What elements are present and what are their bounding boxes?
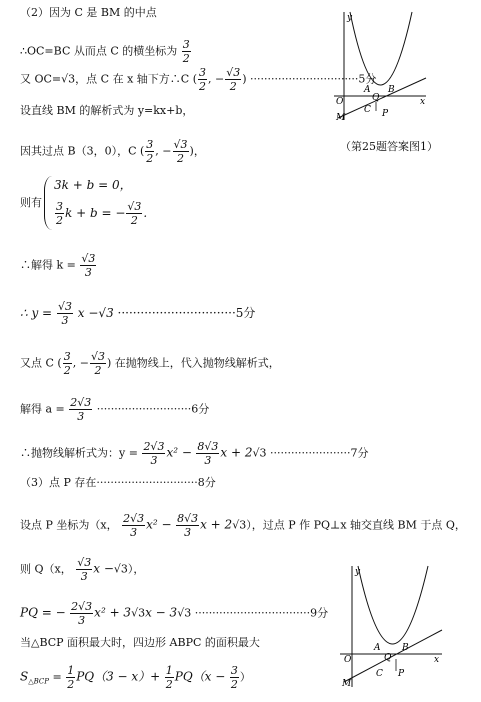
score-mark: ···························6分 bbox=[96, 402, 210, 416]
label-b: B bbox=[402, 643, 409, 653]
line-part2-intro: （2）因为 C 是 BM 的中点 bbox=[20, 6, 157, 19]
score-mark: ·······················7分 bbox=[270, 446, 369, 460]
figure1-caption: （第25题答案图1） bbox=[340, 140, 438, 153]
sqrt-3: √3 bbox=[61, 72, 76, 86]
fraction-3-2: $\frac{3}{2}$ bbox=[56, 200, 63, 227]
sqrt-3: √3 bbox=[131, 606, 146, 620]
text: 在抛物线上，代入抛物线解析式， bbox=[114, 356, 280, 370]
text: ∴ y = bbox=[20, 306, 53, 320]
fraction-3-2: $\frac{3}{2}$ bbox=[63, 350, 71, 377]
fraction-3-2: $\frac{3}{2}$ bbox=[146, 138, 154, 165]
fraction-sqrt3-3: $\frac{√3}{3}$ bbox=[81, 252, 96, 279]
label-p: P bbox=[398, 669, 405, 679]
fraction-sqrt3-3: $\frac{√3}{3}$ bbox=[77, 556, 92, 583]
fraction-1-2: $\frac{1}{2}$ bbox=[165, 664, 173, 691]
label-m: M bbox=[342, 679, 352, 689]
line-pq: PQ = − $\frac{2√3}{3}$ x² + 3√3x − 3√3 ·································9分 bbox=[20, 600, 329, 627]
parabola bbox=[358, 566, 428, 644]
line-c-coordinates: 又 OC=√3，点 C 在 x 轴下方∴C ( $\frac{3}{2}$ , − $\frac{√3}{2}$ ) ·······························5分 bbox=[20, 66, 377, 93]
sqrt-3: √3 bbox=[232, 518, 247, 532]
fraction-3-2: $\frac{3}{2}$ bbox=[182, 38, 190, 65]
line-point-q: 则 Q（x， $\frac{√3}{3}$ x −√3）， bbox=[20, 556, 145, 583]
fraction-2sqrt3-3: $\frac{2√3}{3}$ bbox=[143, 440, 165, 467]
line-bm-form: 设直线 BM 的解析式为 y=kx+b， bbox=[20, 104, 194, 117]
score-mark: ·······························5分 bbox=[250, 72, 377, 86]
label-o: O bbox=[344, 655, 352, 665]
text: ∴抛物线解析式为：y = bbox=[20, 446, 138, 460]
fraction-3-2: $\frac{3}{2}$ bbox=[230, 664, 238, 691]
label-x: x bbox=[420, 97, 426, 107]
label-y: y bbox=[355, 567, 361, 577]
text: k + b = − bbox=[65, 206, 126, 220]
score-mark: ·································9分 bbox=[194, 606, 329, 620]
fraction-2sqrt3-3: $\frac{2√3}{3}$ bbox=[71, 600, 93, 627]
score-mark: ·······························5分 bbox=[117, 306, 256, 320]
sqrt-3: √3 bbox=[98, 306, 114, 320]
text: ∴解得 k = bbox=[20, 258, 76, 272]
fraction-sqrt3-2: $\frac{√3}{2}$ bbox=[173, 138, 188, 165]
line-solve-a bbox=[20, 396, 209, 423]
label-a: A bbox=[374, 643, 381, 653]
line-point-p: 设点 P 坐标为（x， $\frac{2√3}{3}$ x² − $\frac{8√3}{3}$ x + 2√3），过点 P 作 PQ⊥x 轴交直线 BM 于点 Q， bbox=[20, 512, 466, 539]
line-part3: （3）点 P 存在·····························8分 bbox=[20, 476, 216, 489]
text: ∴OC=BC 从而点 C 的横坐标为 bbox=[20, 44, 178, 58]
line-substitute-c: 又点 C ( $\frac{3}{2}$ , − $\frac{√3}{2}$ ) 在抛物线上，代入抛物线解析式， bbox=[20, 350, 280, 377]
fraction-sqrt3-2: $\frac{√3}{2}$ bbox=[127, 200, 142, 227]
subscript: △BCP bbox=[28, 677, 49, 686]
label-q: Q bbox=[372, 93, 380, 103]
label-y: y bbox=[347, 13, 353, 23]
label-a: A bbox=[364, 85, 371, 95]
text: 则 Q（x， bbox=[20, 562, 72, 576]
fraction-sqrt3-2: $\frac{√3}{2}$ bbox=[90, 350, 105, 377]
line-max-area: 当△BCP 面积最大时，四边形 ABPC 的面积最大 bbox=[20, 636, 260, 649]
line-bm-equation bbox=[20, 300, 255, 327]
line-c-x-coordinate bbox=[20, 38, 192, 65]
figure2-graph bbox=[336, 562, 446, 692]
line-area-formula: $S_{\triangle BCP}$ = $\frac{1}{2}$ PQ（3 − x）+ $\frac{1}{2}$ PQ（x − $\frac{3}{2}$ ） bbox=[20, 664, 251, 691]
text: 解得 a = bbox=[20, 402, 65, 416]
sqrt-3: √3 bbox=[113, 562, 128, 576]
fraction-8sqrt3-3: $\frac{8√3}{3}$ bbox=[197, 440, 219, 467]
fraction-8sqrt3-3: $\frac{8√3}{3}$ bbox=[177, 512, 199, 539]
fraction-sqrt3-2: $\frac{√3}{2}$ bbox=[226, 66, 241, 93]
fraction-2sqrt3-3: $\frac{2√3}{3}$ bbox=[70, 396, 92, 423]
system-eq1: 3k + b = 0， bbox=[54, 178, 132, 192]
text: x − bbox=[77, 306, 99, 320]
label-m: M bbox=[336, 113, 346, 123]
line-parabola: ∴抛物线解析式为：y = $\frac{2√3}{3}$ x² − $\frac{8√3}{3}$ x + 2√3 ·······················7分 bbox=[20, 440, 369, 467]
label-o: O bbox=[336, 97, 344, 107]
line-solve-k bbox=[20, 252, 97, 279]
label-q: Q bbox=[384, 653, 392, 663]
sqrt-3: √3 bbox=[252, 446, 267, 460]
line-bm bbox=[344, 630, 442, 682]
label-b: B bbox=[388, 85, 395, 95]
text: ，点 C 在 x 轴下方∴C bbox=[75, 72, 190, 86]
fraction-1-2: $\frac{1}{2}$ bbox=[67, 664, 75, 691]
figure1-graph bbox=[330, 8, 430, 128]
label-c: C bbox=[364, 105, 371, 115]
text: 又 OC= bbox=[20, 72, 62, 86]
text: 设点 P 坐标为（x， bbox=[20, 518, 118, 532]
text: ） bbox=[239, 670, 251, 684]
text: ），过点 P 作 PQ⊥x 轴交直线 BM 于点 Q， bbox=[246, 518, 466, 532]
label-c: C bbox=[376, 669, 383, 679]
system-brace bbox=[44, 176, 53, 230]
text: 因其过点 B（3，0），C bbox=[20, 144, 137, 158]
sqrt-3: √3 bbox=[177, 606, 192, 620]
fraction-sqrt3-3: $\frac{√3}{3}$ bbox=[57, 300, 72, 327]
fraction-2sqrt3-3: $\frac{2√3}{3}$ bbox=[123, 512, 145, 539]
label-p: P bbox=[382, 109, 389, 119]
label-x: x bbox=[434, 655, 440, 665]
text: 又点 C bbox=[20, 356, 54, 370]
parabola bbox=[350, 12, 412, 85]
fraction-3-2: $\frac{3}{2}$ bbox=[199, 66, 206, 93]
line-system-label: 则有 bbox=[20, 196, 42, 209]
line-through-points: 因其过点 B（3，0），C ( $\frac{3}{2}$ , − $\frac{√3}{2}$ )， bbox=[20, 138, 205, 165]
text: = bbox=[52, 670, 62, 684]
system-eq2: $\frac{3}{2}$ k + b = − $\frac{√3}{2}$ . bbox=[56, 200, 148, 227]
text: ）， bbox=[127, 562, 145, 576]
